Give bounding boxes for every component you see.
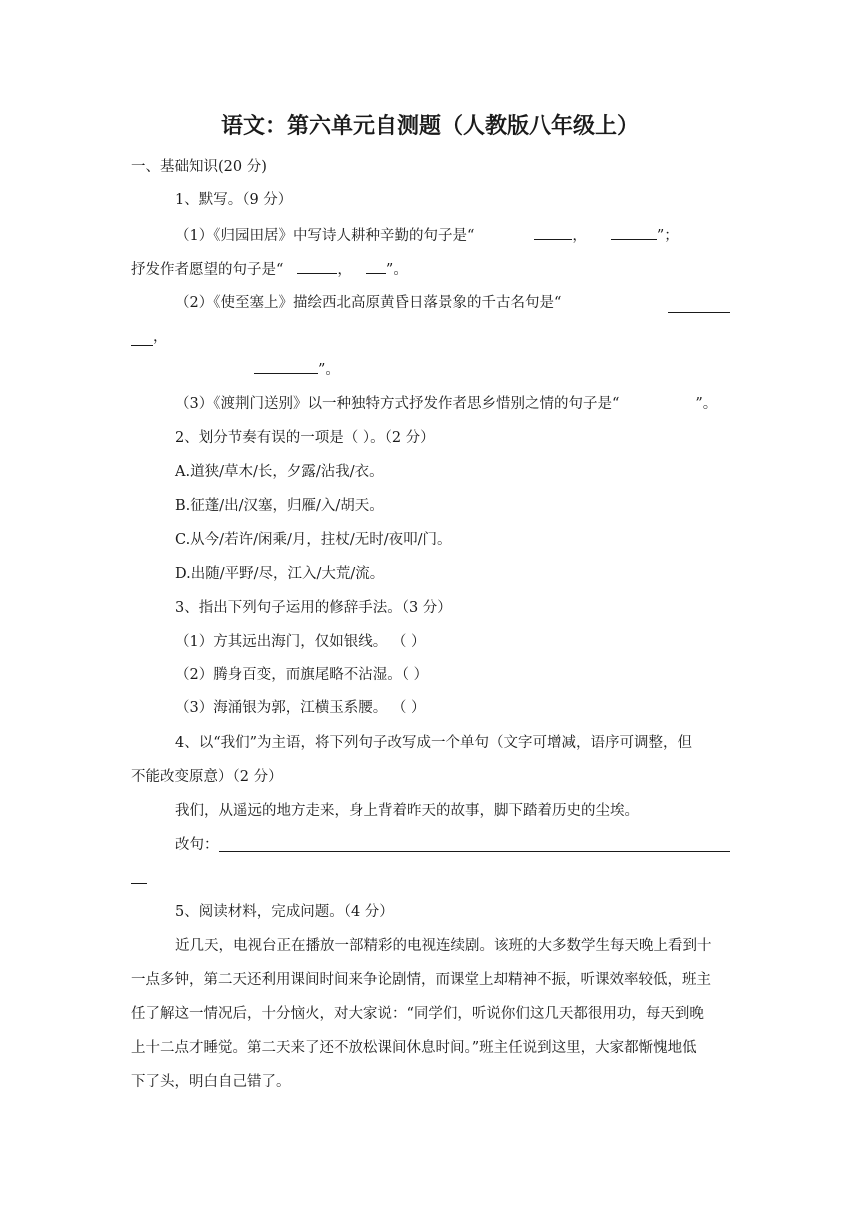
- q1-part1-end: ”；: [656, 228, 679, 244]
- q4-heading-line2: 不能改变原意）（2 分）: [131, 769, 283, 785]
- q5-heading: 5、阅读材料，完成问题。（4 分）: [175, 904, 394, 920]
- q4-answer-label: 改句：: [175, 837, 219, 853]
- q1-part2-end: ”。: [318, 362, 340, 378]
- q3-heading: 3、指出下列句子运用的修辞手法。（3 分）: [175, 600, 452, 616]
- answer-blank[interactable]: [366, 259, 386, 274]
- q2-option: C.从今/若许/闲乘/月，拄杖/无时/夜叩/门。: [175, 532, 452, 548]
- q2-heading: 2、划分节奏有误的一项是（ ）。（2 分）: [175, 430, 435, 446]
- q1-part1-line1: [175, 225, 679, 246]
- q2-option: D.出随/平野/尽，江入/大荒/流。: [175, 566, 385, 582]
- q3-item: （2）腾身百变，而旗尾略不沾湿。（ ）: [175, 667, 429, 683]
- q1-part3: [175, 394, 717, 414]
- q1-part2-line1: （2）《使至塞上》描绘西北高原黄昏日落景象的千古名句是“: [175, 295, 562, 311]
- q1-part1-line2-text: 抒发作者愿望的句子是“: [131, 262, 284, 278]
- answer-blank[interactable]: [254, 359, 318, 374]
- page-title: 语文：第六单元自测题（人教版八年级上）: [220, 114, 639, 139]
- answer-line[interactable]: [219, 851, 730, 852]
- section-heading: 一、基础知识(20 分): [131, 159, 267, 175]
- q1-part1-line2: [131, 259, 408, 280]
- answer-blank[interactable]: [297, 259, 337, 274]
- q2-option: B.征蓬/出/汉塞，归雁/入/胡天。: [175, 498, 384, 514]
- q1-part3-end: ”。: [695, 396, 718, 412]
- q1-part1-comma: ，: [572, 228, 587, 244]
- q5-passage-line: 下了头，明白自己错了。: [131, 1074, 291, 1090]
- q4-sentence: 我们，从遥远的地方走来，身上背着昨天的故事，脚下踏着历史的尘埃。: [175, 803, 639, 819]
- q1-part2-line2: ，: [153, 329, 168, 345]
- q1-part1-line2-end: ”。: [385, 262, 408, 278]
- q5-passage-line: 近几天，电视台正在播放一部精彩的电视连续剧。该班的大多数学生每天晚上看到十: [175, 938, 712, 954]
- q5-passage-line: 任了解这一情况后，十分恼火，对大家说：“同学们，听说你们这几天都很用功，每天到晚: [131, 1006, 704, 1022]
- answer-blank[interactable]: [534, 225, 572, 240]
- q1-part1-text: （1）《归园田居》中写诗人耕种辛勤的句子是“: [175, 228, 475, 244]
- q5-passage-line: 上十二点才睡觉。第二天来了还不放松课间休息时间。”班主任说到这里，大家都惭愧地低: [131, 1040, 697, 1056]
- q5-passage-line: 一点多钟，第二天还利用课间时间来争论剧情，而课堂上却精神不振，听课效率较低，班主: [131, 972, 711, 988]
- q1-part3-text: （3）《渡荆门送别》以一种独特方式抒发作者思乡惜别之情的句子是“: [175, 396, 620, 412]
- q1-part2-line3: [254, 359, 340, 380]
- answer-line[interactable]: [131, 883, 147, 884]
- q4-heading-line1: 4、以“我们”为主语，将下列句子改写成一个单句（文字可增减，语序可调整，但: [175, 735, 693, 751]
- q1-heading: 1、默写。（9 分）: [175, 192, 293, 208]
- q2-option: A.道狭/草木/长，夕露/沾我/衣。: [175, 464, 384, 480]
- answer-blank[interactable]: [131, 345, 153, 346]
- q1-part1-line2-comma: ，: [337, 262, 352, 278]
- answer-blank[interactable]: [611, 225, 657, 240]
- answer-blank[interactable]: [668, 312, 730, 313]
- q3-item: （1）方其远出海门，仅如银线。 （ ）: [175, 634, 426, 650]
- q3-item: （3）海涌银为郭，江横玉系腰。 （ ）: [175, 700, 426, 716]
